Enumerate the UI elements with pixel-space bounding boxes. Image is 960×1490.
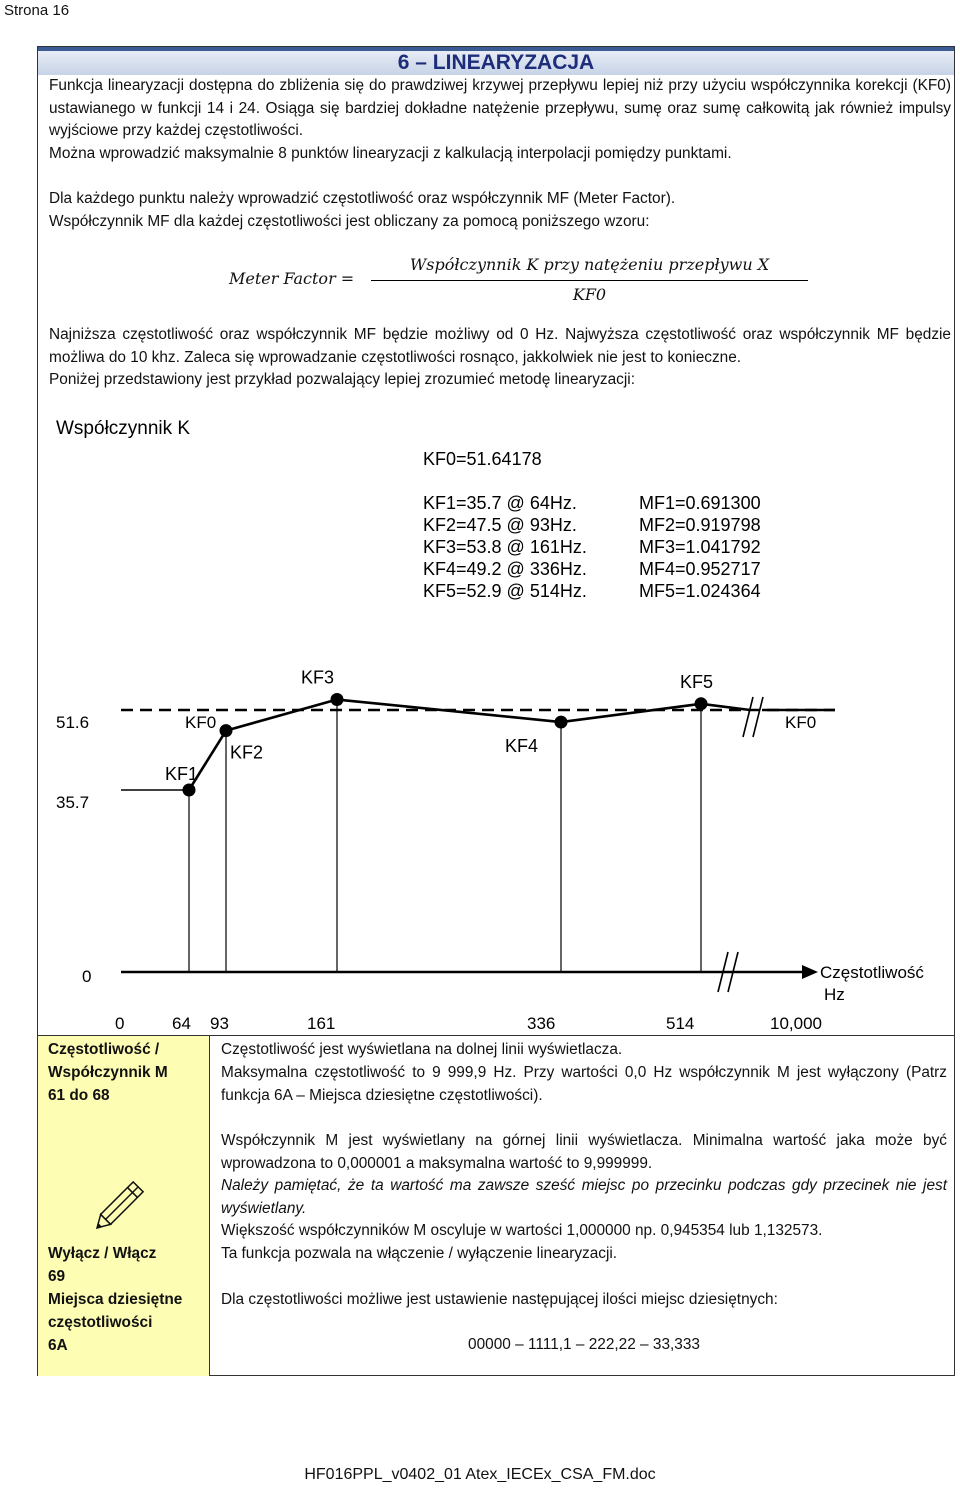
kf-list-item: KF1=35.7 @ 64Hz. (423, 493, 577, 513)
x-axis-unit: Hz (824, 985, 845, 1004)
row2-text: Ta funkcja pozwala na włączenie / wyłączenie linearyzacji. (221, 1245, 618, 1262)
data-point (183, 784, 196, 797)
reference-line-break-icon (753, 697, 763, 737)
formula-denominator: KF0 (572, 285, 607, 304)
x-tick-label: 93 (210, 1014, 229, 1032)
data-point (695, 697, 708, 710)
row2-label-line1: Wyłącz / Włącz (48, 1245, 157, 1262)
data-point-label: KF2 (230, 742, 264, 763)
section-title-bar (38, 47, 954, 75)
footer-filename: HF016PPL_v0402_01 Atex_IECEx_CSA_FM.doc (304, 1466, 656, 1483)
x-tick-label: 514 (666, 1014, 695, 1032)
mf-list-item: MF2=0.919798 (639, 515, 761, 535)
kf0-value-label: KF0=51.64178 (423, 449, 542, 469)
row1-text-a2: Maksymalna częstotliwość to 9 999,9 Hz. Przy wartości 0,0 Hz współczynnik M jest wyłączony (Patrz funkcja 6A – Miejsca dziesiętne częstotliwości). (221, 1064, 947, 1104)
row1-text-b3: Większość współczynników M oscyluje w wartości 1,000000 np. 0,945354 lub 1,132573. (221, 1222, 823, 1239)
after-paragraph-1: Najniższa częstotliwość oraz współczynnik MF będzie możliwy od 0 Hz. Najwyższa częstotliwość oraz współczynnik MF będzie możliwa do 10 khz. Zaleca się wprowadzanie częstotliwości rosnąco, jakkolwiek nie jest to konieczne. (49, 326, 951, 366)
data-point-label: KF4 (505, 736, 539, 757)
y-tick-label: 35.7 (56, 793, 90, 812)
after-paragraph-2: Poniżej przedstawiony jest przykład pozwalający lepiej zrozumieć metodę linearyzacji: (49, 371, 635, 388)
y-tick-label: 51.6 (56, 713, 90, 732)
reference-line-label-right: KF0 (785, 713, 817, 732)
row2-label-line2: 69 (48, 1268, 66, 1285)
reference-line-break-icon (743, 697, 753, 737)
row1-text-a1: Częstotliwość jest wyświetlana na dolnej linii wyświetlacza. (221, 1041, 623, 1058)
series-segment (701, 704, 750, 710)
x-axis-arrow-icon (802, 965, 818, 979)
data-point (331, 693, 344, 706)
x-tick-label: 10,000 (770, 1014, 822, 1032)
formula-fraction-bar (371, 280, 808, 281)
drop-lines (189, 700, 701, 972)
series-segment (226, 700, 337, 731)
row3-label-line2: częstotliwości (48, 1314, 153, 1331)
kf-list-item: KF3=53.8 @ 161Hz. (423, 537, 587, 557)
x-axis-label: Częstotliwość (820, 963, 924, 982)
pencil-icon (84, 1161, 164, 1241)
row3-label-line1: Miejsca dziesiętne (48, 1291, 183, 1308)
function-table (38, 1035, 954, 1376)
data-point (555, 716, 568, 729)
page-number: Strona 16 (4, 2, 70, 19)
data-point-label: KF3 (301, 667, 335, 688)
formula-numerator: Współczynnik K przy natężeniu przepływu X (409, 255, 770, 274)
series-segment (561, 704, 701, 722)
mf-list-item: MF4=0.952717 (639, 559, 761, 579)
formula-lhs: Meter Factor = (229, 269, 355, 288)
linearization-chart (50, 412, 950, 1032)
intro-paragraph-4: Współczynnik MF dla każdej częstotliwości jest obliczany za pomocą poniższego wzoru: (49, 213, 650, 230)
row1-text-b2: Należy pamiętać, że ta wartość ma zawsze sześć miejsc po przecinku podczas gdy przecinek nie jest wyświetlany. (221, 1177, 947, 1217)
intro-paragraph-2: Można wprowadzić maksymalnie 8 punktów linearyzacji z kalkulacją interpolacji pomiędzy punktami. (49, 145, 732, 162)
section-box (37, 46, 955, 1376)
x-tick-label: 0 (115, 1014, 125, 1032)
x-tick-label: 336 (527, 1014, 556, 1032)
kf-list-item: KF2=47.5 @ 93Hz. (423, 515, 577, 535)
x-tick-label: 161 (307, 1014, 336, 1032)
intro-paragraph-3: Dla każdego punktu należy wprowadzić częstotliwość oraz współczynnik MF (Meter Factor). (49, 190, 676, 207)
intro-paragraph-1: Funkcja linearyzacji dostępna do zbliżenia się do prawdziwej krzywej przepływu lepiej niż przy użyciu współczynnika korekcji (KF0) ustawianego w funkcji 14 i 24. Osiąga się bardziej dokładne natężenie przepływu, sumę oraz sumę całkowitą jak również impulsy wyjściowe przy każdej częstotliwości. (49, 77, 951, 139)
mf-list (639, 493, 761, 601)
mf-list-item: MF5=1.024364 (639, 581, 761, 601)
kf-list-item: KF5=52.9 @ 514Hz. (423, 581, 587, 601)
data-point-label: KF1 (165, 764, 199, 784)
kf-points (165, 668, 713, 797)
row1-label-line3: 61 do 68 (48, 1087, 110, 1104)
row1-label-line1: Częstotliwość / (48, 1041, 160, 1058)
chart-title: Współczynnik K (56, 418, 191, 439)
row1-text-b1: Współczynnik M jest wyświetlany na górnej linii wyświetlacza. Minimalna wartość jaka może być wprowadzona to 0,000001 a maksymalna wartość to 9,999999. (221, 1132, 947, 1172)
data-point (220, 724, 233, 737)
row1-label-line2: Współczynnik M (48, 1064, 168, 1081)
mf-list-item: MF1=0.691300 (639, 493, 761, 513)
kf-list-item: KF4=49.2 @ 336Hz. (423, 559, 587, 579)
row3-values: 00000 – 1111,1 – 222,22 – 33,333 (468, 1336, 700, 1353)
reference-line-label-left: KF0 (185, 713, 217, 732)
kf-list (423, 493, 587, 601)
section-title: 6 – LINEARYZACJA (397, 51, 595, 74)
row3-label-line3: 6A (48, 1337, 68, 1354)
data-point-label: KF5 (680, 671, 714, 692)
y-tick-label: 0 (82, 967, 92, 986)
x-tick-label: 64 (172, 1014, 191, 1032)
mf-list-item: MF3=1.041792 (639, 537, 761, 557)
row3-text: Dla częstotliwości możliwe jest ustawienie następującej ilości miejsc dziesiętnych: (221, 1291, 778, 1308)
